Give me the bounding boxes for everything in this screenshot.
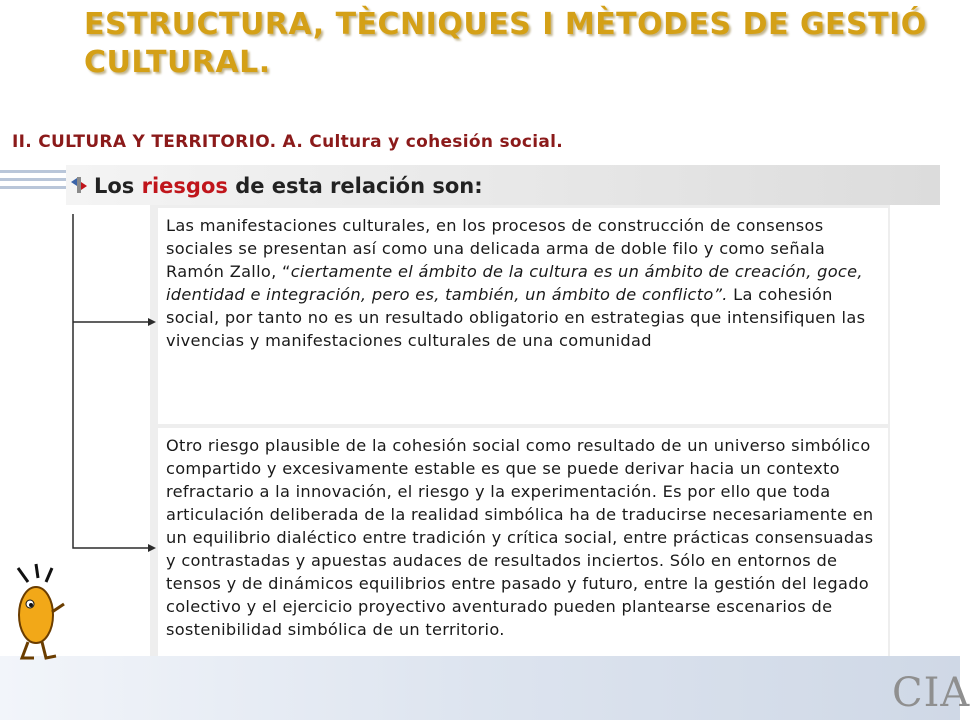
heading-highlight: riesgos	[141, 174, 228, 198]
box2-text: Otro riesgo plausible de la cohesión social como resultado de un universo simbólico compartido y excesivamente estable es que se puede derivar hacia un contexto refractario a la innovación, el riesgo y la experimentación. Es por ello que toda articulación deliberada de la realidad simbólica ha de traducirse necesariamente en un equilibrio dialéctico entre tradición y crítica social, entre prácticas consensuadas y contrastadas y apuestas audaces de resultados inciertos. Sólo en entornos de tensos y de dinámicos equilibrios entre pasado y futuro, entre la gestión del legado colectivo y el ejercicio proyectivo aventurado pueden plantearse escenarios de sostenibilidad simbólica de un territorio.	[166, 436, 874, 639]
footer-bar	[0, 656, 960, 720]
arrow-head-1	[148, 318, 156, 326]
arrow-head-2	[148, 544, 156, 552]
cia-logo: CIA	[892, 670, 970, 716]
mascot-icon	[6, 560, 68, 665]
heading-text-start: Los	[94, 174, 142, 198]
box1-text-start: Las manifestaciones culturales, en los procesos de construcción de consensos sociales se presentan así como una delicada arma de doble filo y como señala Ramón Zallo, “	[166, 216, 826, 281]
box1-quote: ciertamente el ámbito de la cultura es un ámbito de creación, goce, identidad e integración, pero es, también, un ámbito de conflicto”.	[166, 262, 863, 304]
risk-text-box-1	[158, 208, 888, 424]
slide-subtitle: II. CULTURA Y TERRITORIO. A. Cultura y cohesión social.	[12, 132, 564, 152]
heading-text-end: de esta relación son:	[227, 174, 483, 198]
box1-text-end: La cohesión social, por tanto no es un resultado obligatorio en estrategias que intensifiquen las vivencias y manifestaciones culturales de una comunidad	[166, 285, 866, 350]
slide-title: ESTRUCTURA, TÈCNIQUES I MÈTODES DE GESTIÓ CULTURAL.	[84, 7, 927, 80]
